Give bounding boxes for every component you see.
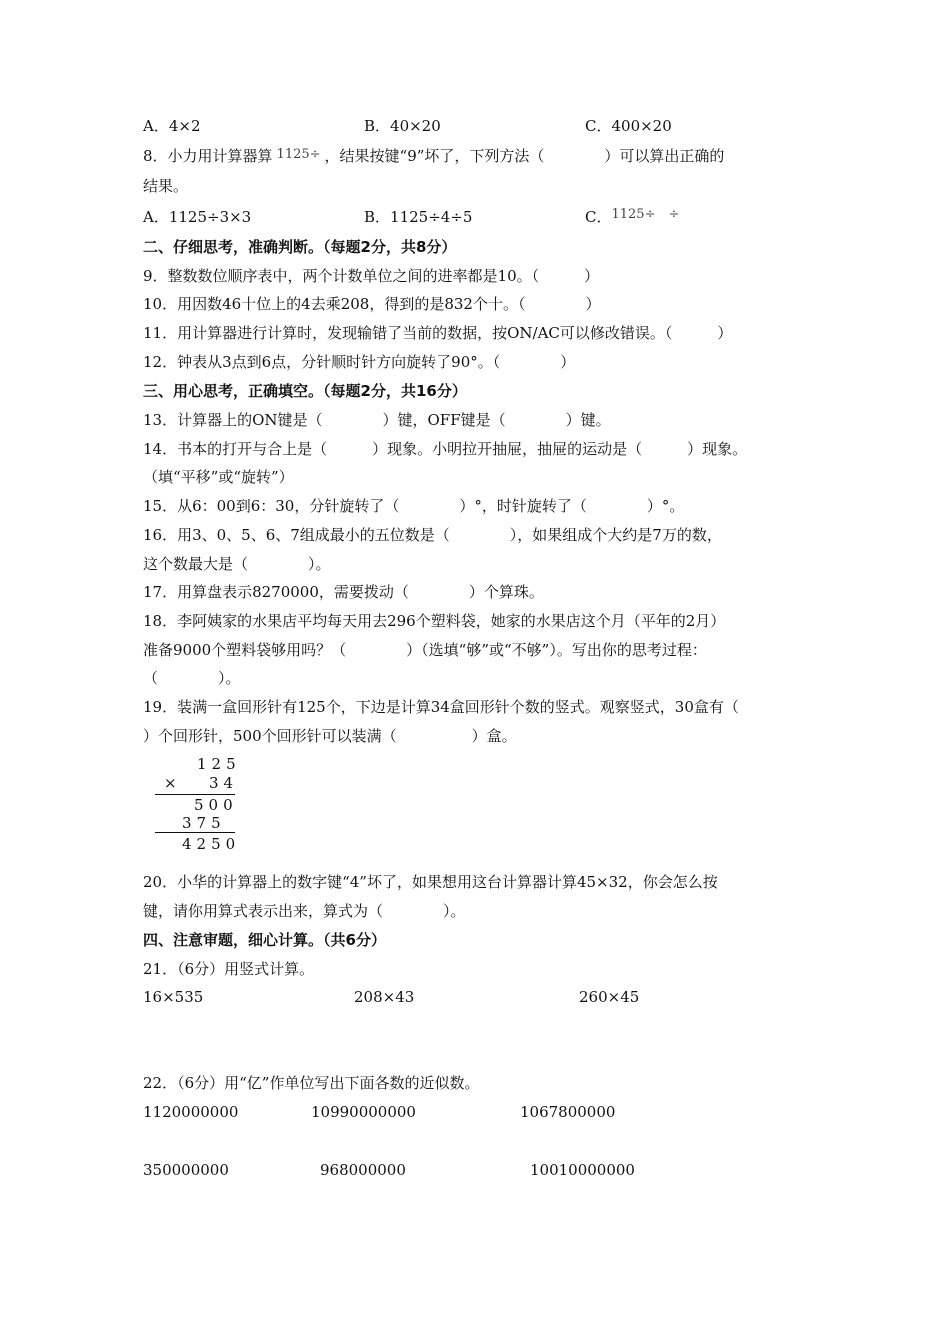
q8-option-c xyxy=(585,207,679,229)
q22-r1-item-2: 10990000000 xyxy=(311,1103,416,1121)
q22: 22．（6分）用“亿”作单位写出下面各数的近似数。 xyxy=(143,1074,480,1092)
q11: 11．用计算器进行计算时，发现输错了当前的数据，按ON/AC可以修改错误。（ ） xyxy=(143,324,733,342)
vm-product: 4250 xyxy=(182,835,241,853)
q21: 21．（6分）用竖式计算。 xyxy=(143,960,315,978)
q8-option-a: A．1125÷3×3 xyxy=(143,208,252,226)
q21-item-2: 208×43 xyxy=(354,988,415,1006)
q22-r1-item-1: 1120000000 xyxy=(143,1103,239,1121)
q22-r2-item-3: 10010000000 xyxy=(530,1161,635,1179)
section2-heading: 二、仔细思考，准确判断。（每题2分，共8分） xyxy=(143,238,457,256)
q8-line1 xyxy=(143,146,724,168)
q14-line1: 14．书本的打开与合上是（ ）现象。小明拉开抽屉，抽屉的运动是（ ）现象。 xyxy=(143,440,748,458)
q8-option-c-expression: 1125÷ ÷ xyxy=(611,207,680,222)
vm-times-sign: × xyxy=(164,774,177,792)
q17: 17．用算盘表示8270000，需要拨动（ ）个算珠。 xyxy=(143,583,544,601)
q21-item-3: 260×45 xyxy=(579,988,640,1006)
q7-option-a: A．4×2 xyxy=(143,117,201,135)
q13: 13．计算器上的ON键是（ ）键，OFF键是（ ）键。 xyxy=(143,411,611,429)
q22-r2-item-1: 350000000 xyxy=(143,1161,229,1179)
section4-heading: 四、注意审题，细心计算。（共6分） xyxy=(143,931,386,949)
vm-partial-2: 375 xyxy=(182,814,226,832)
q18-line3: （ ）。 xyxy=(143,669,241,687)
q8-text-a: 8．小力用计算器算 xyxy=(143,147,273,165)
section3-heading: 三、用心思考，正确填空。（每题2分，共16分） xyxy=(143,382,467,400)
vm-rule-1 xyxy=(155,794,235,795)
q22-r1-item-3: 1067800000 xyxy=(520,1103,616,1121)
vm-multiplier: 34 xyxy=(209,774,239,792)
vm-partial-1: 500 xyxy=(194,796,238,814)
q20-line2: 键，请你用算式表示出来，算式为（ ）。 xyxy=(143,902,466,920)
q19-line1: 19．装满一盒回形针有125个，下边是计算34盒回形针个数的竖式。观察竖式，30盒有（ xyxy=(143,698,739,716)
q16-line1: 16．用3、0、5、6、7组成最小的五位数是（ ），如果组成个大约是7万的数， xyxy=(143,526,722,544)
q8-option-c-label: C． xyxy=(585,208,612,226)
q9: 9．整数数位顺序表中，两个计数单位之间的进率都是10。（ ） xyxy=(143,267,600,285)
q7-option-c: C．400×20 xyxy=(585,117,672,135)
q21-item-1: 16×535 xyxy=(143,988,204,1006)
q8-option-b: B．1125÷4÷5 xyxy=(364,208,473,226)
q7-option-b: B．40×20 xyxy=(364,117,441,135)
q8-expression: 1125÷ xyxy=(276,147,321,162)
q16-line2: 这个数最大是（ ）。 xyxy=(143,555,331,573)
q18-line1: 18．李阿姨家的水果店平均每天用去296个塑料袋，她家的水果店这个月（平年的2月） xyxy=(143,612,726,630)
q10: 10．用因数46十位上的4去乘208，得到的是832个十。（ ） xyxy=(143,295,601,313)
q18-line2: 准备9000个塑料袋够用吗？（ ）（选填“够”或“不够”）。写出你的思考过程： xyxy=(143,641,707,659)
q20-line1: 20．小华的计算器上的数字键“4”坏了，如果想用这台计算器计算45×32，你会怎么按 xyxy=(143,873,718,891)
q8-text-b: ，结果按键“9”坏了，下列方法（ ）可以算出正确的 xyxy=(324,147,725,165)
q12: 12．钟表从3点到6点，分针顺时针方向旋转了90°。（ ） xyxy=(143,353,576,371)
q19-line2: ）个回形针，500个回形针可以装满（ ）盒。 xyxy=(143,727,517,745)
q8-line2: 结果。 xyxy=(143,177,189,195)
q22-r2-item-2: 968000000 xyxy=(320,1161,406,1179)
vm-rule-2 xyxy=(155,832,235,833)
q15: 15．从6：00到6：30，分针旋转了（ ）°，时针旋转了（ ）°。 xyxy=(143,497,685,515)
vm-multiplicand: 125 xyxy=(197,755,241,773)
q14-line2: （填“平移”或“旋转”） xyxy=(143,468,294,486)
